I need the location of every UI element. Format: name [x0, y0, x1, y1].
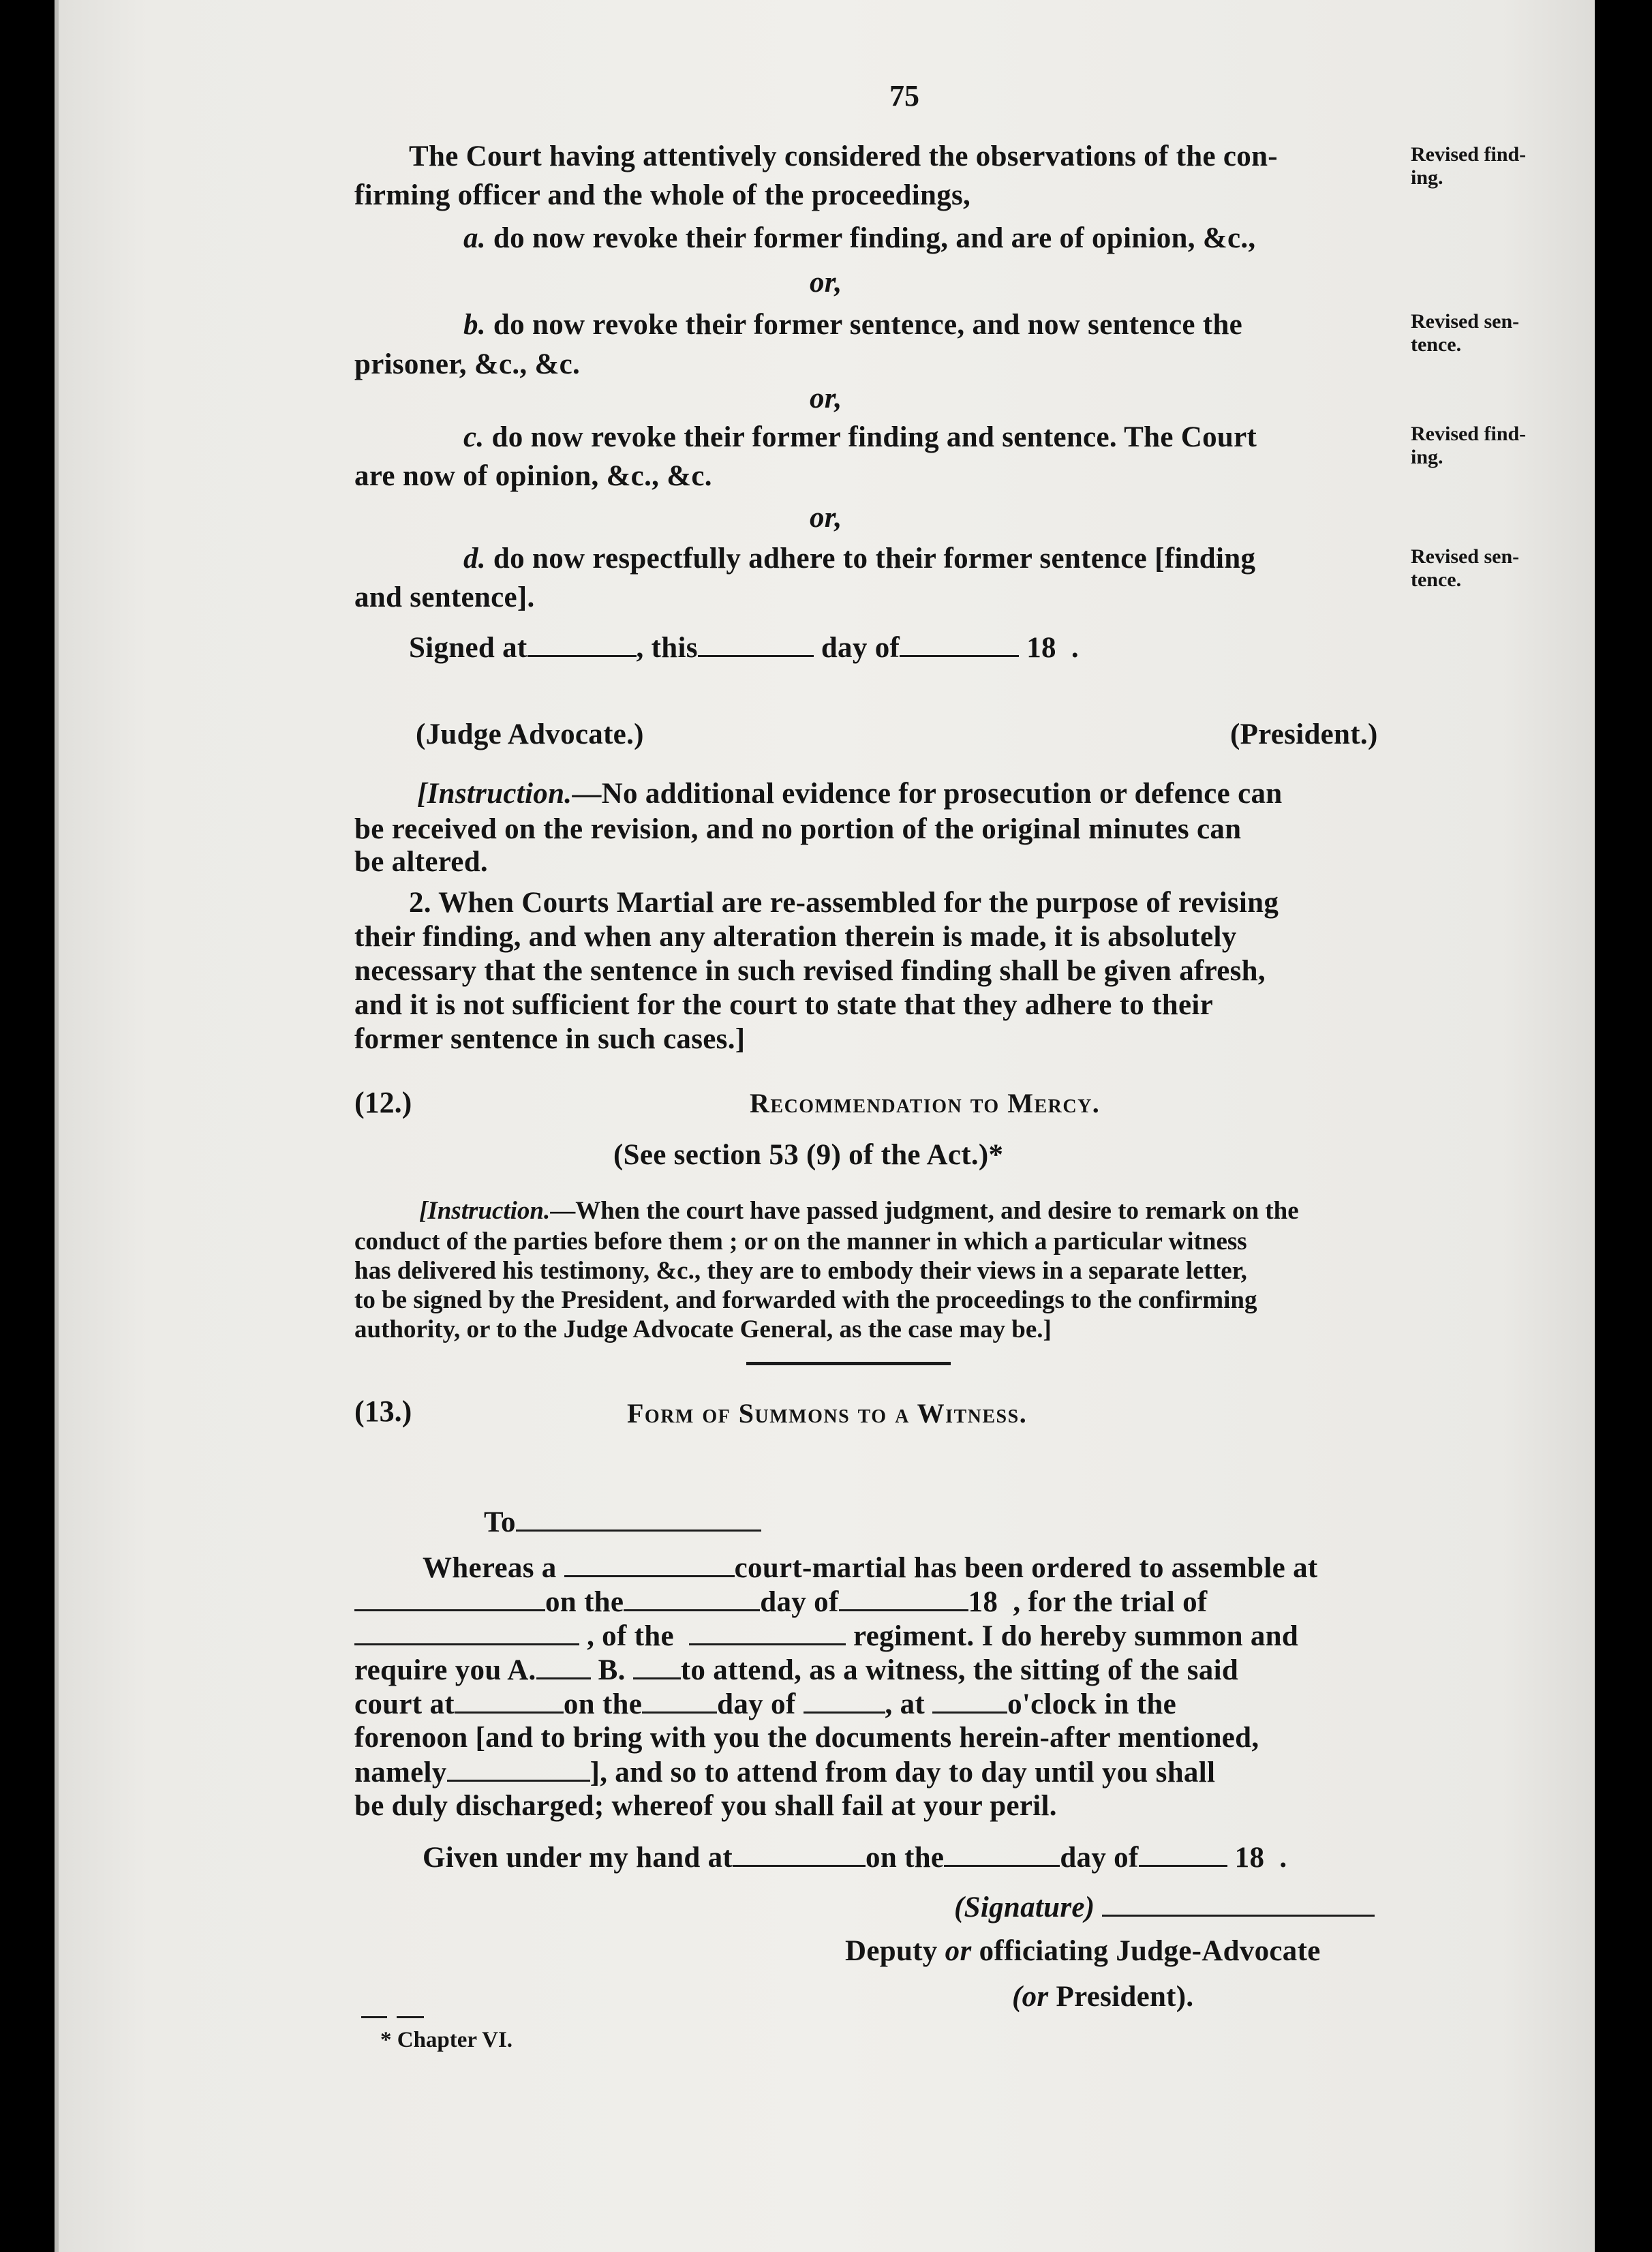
section-divider — [746, 1362, 951, 1365]
option-c-line-1: c. do now revoke their former finding and sentence. The Court — [463, 421, 1257, 453]
note2-line-4: and it is not sufficient for the court to state that they adhere to their — [354, 989, 1213, 1021]
given-under-line: Given under my hand at on the day of 18 . — [423, 1842, 1287, 1874]
summons-line-7: namely ], and so to attend from day to day until you shall — [354, 1756, 1216, 1789]
option-d-line-2: and sentence]. — [354, 581, 535, 613]
page-paper — [55, 0, 1595, 2252]
page-number: 75 — [889, 79, 919, 112]
option-a-label: a. — [463, 222, 486, 254]
note2-line-1: 2. When Courts Martial are re-assembled for the purpose of revising — [409, 887, 1279, 919]
president-label: (President.) — [1230, 718, 1378, 750]
option-b-line-1: b. do now revoke their former sentence, and now sentence the — [463, 309, 1243, 341]
option-a — [463, 222, 1255, 255]
or-president-line: (or President). — [1012, 1981, 1194, 2013]
option-c-label: c. — [463, 421, 485, 453]
option-b-line-2: prisoner, &c., &c. — [354, 348, 581, 380]
section-12-heading: Recommendation to Mercy. — [750, 1088, 1101, 1119]
instruction-2-line-4: to be signed by the President, and forwarded with the proceedings to the confirming — [354, 1286, 1257, 1314]
summons-to-line: To — [484, 1505, 761, 1539]
or-1: or, — [810, 267, 842, 299]
or-2: or, — [810, 382, 842, 414]
section-12-number: (12.) — [354, 1086, 412, 1119]
summons-line-6: forenoon [and to bring with you the documents herein-after mentioned, — [354, 1722, 1259, 1754]
instruction-2-line-1: [Instruction.—When the court have passed judgment, and desire to remark on the — [419, 1197, 1299, 1225]
footnote: * Chapter VI. — [380, 2028, 513, 2052]
summons-line-1: Whereas a court-martial has been ordered to assemble at — [423, 1552, 1318, 1584]
margin-note-revised-finding: Revised find- ing. — [1411, 143, 1527, 189]
summons-line-2: on the day of 18 , for the trial of — [354, 1585, 1208, 1619]
instruction-1-line-2: be received on the revision, and no portion of the original minutes can — [354, 813, 1242, 845]
instruction-1-line-1: [Instruction.—No additional evidence for prosecution or defence can — [417, 778, 1283, 810]
option-d-line-1: d. do now respectfully adhere to their former sentence [finding — [463, 543, 1256, 575]
footnote-rule-1 — [361, 2016, 387, 2018]
deputy-line: Deputy or officiating Judge-Advocate — [845, 1935, 1321, 1967]
intro-line-1: The Court having attentively considered the observations of the con- — [409, 140, 1278, 172]
option-c-line-2: are now of opinion, &c., &c. — [354, 460, 712, 492]
option-b-label: b. — [463, 309, 486, 341]
note2-line-2: their finding, and when any alteration therein is made, it is absolutely — [354, 921, 1237, 953]
page-fold — [55, 0, 59, 2252]
intro-line-2: firming officer and the whole of the proceedings, — [354, 179, 971, 211]
summons-line-5: court at on the day of , at o'clock in the — [354, 1688, 1176, 1720]
option-d-label: d. — [463, 543, 486, 575]
margin-note-revised-sentence: Revised sen- tence. — [1411, 310, 1520, 356]
note2-line-5: former sentence in such cases.] — [354, 1023, 746, 1055]
signature-line: (Signature) — [954, 1890, 1375, 1924]
summons-line-3: , of the regiment. I do hereby summon and — [354, 1619, 1298, 1653]
section-13-heading: Form of Summons to a Witness. — [627, 1398, 1028, 1429]
instruction-1-line-3: be altered. — [354, 846, 488, 878]
judge-advocate-label: (Judge Advocate.) — [416, 718, 644, 750]
option-a-text: do now revoke their former finding, and are of opinion, &c., — [493, 222, 1256, 254]
or-3: or, — [810, 502, 842, 534]
summons-line-4: require you A. B. to attend, as a witness, the sitting of the said — [354, 1654, 1239, 1686]
note2-line-3: necessary that the sentence in such revised finding shall be given afresh, — [354, 955, 1266, 987]
margin-note-revised-sentence-2: Revised sen- tence. — [1411, 545, 1520, 591]
footnote-rule-2 — [397, 2016, 424, 2018]
instruction-2-line-2: conduct of the parties before them ; or on the manner in which a particular witness — [354, 1228, 1247, 1256]
summons-line-8: be duly discharged; whereof you shall fail at your peril. — [354, 1790, 1057, 1822]
instruction-2-line-5: authority, or to the Judge Advocate General, as the case may be.] — [354, 1315, 1052, 1343]
margin-note-revised-finding-2: Revised find- ing. — [1411, 423, 1527, 468]
section-12-subheading: (See section 53 (9) of the Act.)* — [613, 1139, 1004, 1171]
instruction-2-line-3: has delivered his testimony, &c., they are to embody their views in a separate letter, — [354, 1257, 1247, 1285]
section-13-number: (13.) — [354, 1395, 412, 1428]
signed-line: Signed at , this day of 18 . — [409, 632, 1079, 664]
